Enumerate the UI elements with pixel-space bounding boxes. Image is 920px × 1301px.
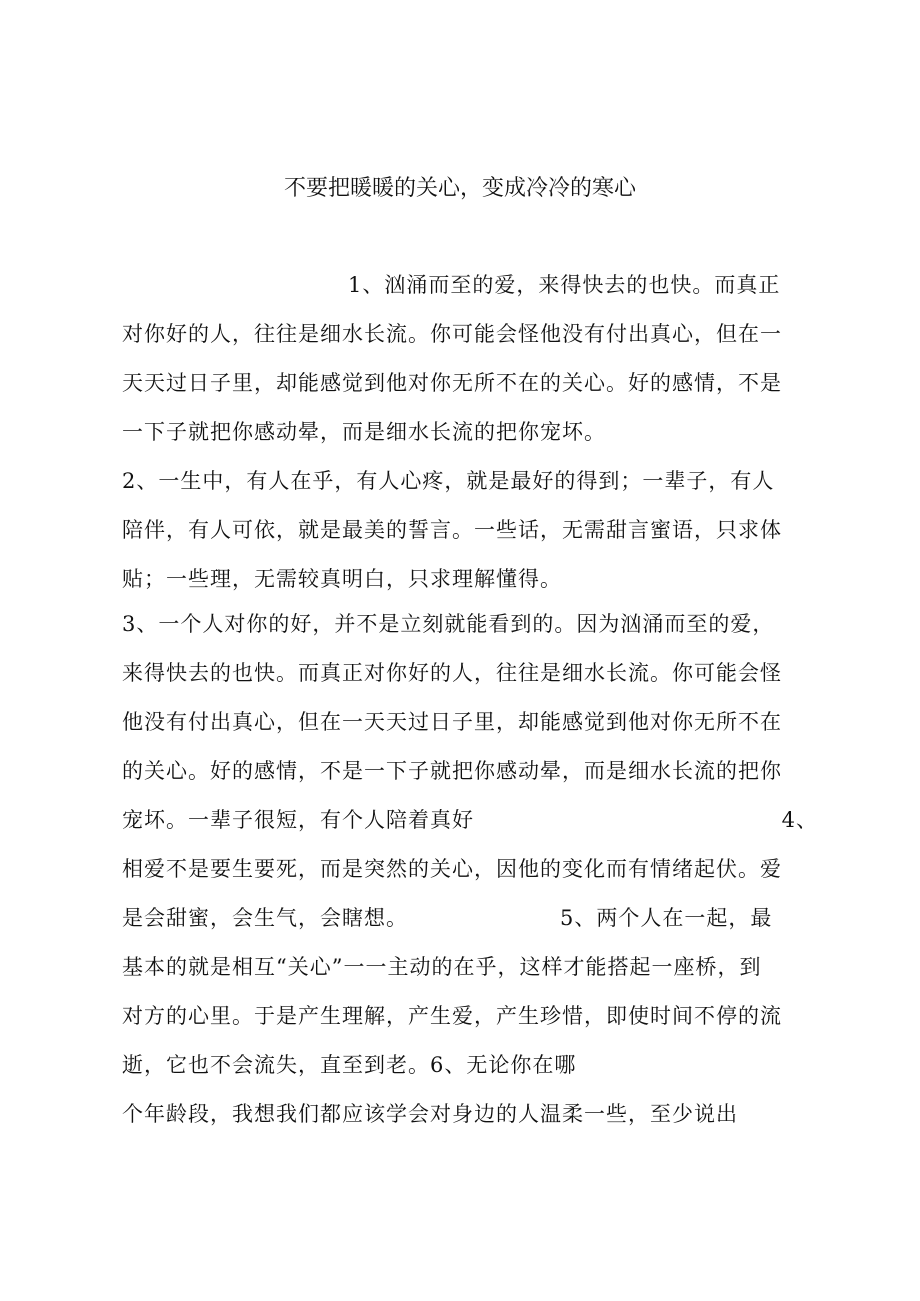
text-segment: 是会甜蜜，会生气，会瞎想。: [122, 906, 408, 930]
text-line: 的关心。好的感情，不是一下子就把你感动晕，而是细水长流的把你: [122, 759, 782, 783]
paragraph-1: [122, 261, 818, 457]
text-line: 1、汹涌而至的爱，来得快去的也快。而真正: [348, 273, 781, 297]
text-line: 他没有付出真心，但在一天天过日子里，却能感觉到他对你无所不在: [122, 710, 782, 734]
text-line: 陪伴，有人可依，就是最美的誓言。一些话，无需甜言蜜语，只求体: [122, 518, 782, 542]
text-line: 对你好的人，往往是细水长流。你可能会怪他没有付出真心，但在一: [122, 322, 782, 346]
paragraph-final: [122, 1090, 818, 1139]
text-line: 逝，它也不会流失，直至到老。6、无论你在哪: [122, 1053, 577, 1077]
text-line: 个年龄段，我想我们都应该学会对身边的人温柔一些，至少说出: [122, 1102, 738, 1126]
text-line: 一下子就把你感动晕，而是细水长流的把你宠坏。: [122, 420, 606, 444]
text-line: 来得快去的也快。而真正对你好的人，往往是细水长流。你可能会怪: [122, 661, 782, 685]
text-line-split: [122, 894, 818, 943]
text-line: 2、一生中，有人在乎，有人心疼，就是最好的得到；一辈子，有人: [122, 469, 775, 493]
paragraph-2: [122, 457, 818, 604]
text-segment: 4、: [781, 808, 818, 832]
document-title: 不要把暖暖的关心，变成冷冷的寒心: [283, 176, 636, 201]
text-segment: 5、两个人在一起，最: [560, 906, 773, 930]
text-line: 3、一个人对你的好，并不是立刻就能看到的。因为汹涌而至的爱，: [122, 612, 775, 636]
text-line: 天天过日子里，却能感觉到他对你无所不在的关心。好的感情，不是: [122, 371, 782, 395]
paragraph-3: [122, 600, 818, 1090]
text-line-split: [122, 796, 818, 845]
text-line: 贴；一些理，无需较真明白，只求理解懂得。: [122, 567, 562, 591]
text-line: 基本的就是相互“关心”一一主动的在乎，这样才能搭起一座桥，到: [122, 955, 762, 979]
text-line: 对方的心里。于是产生理解，产生爱，产生珍惜，即使时间不停的流: [122, 1004, 782, 1028]
text-line: 相爱不是要生要死，而是突然的关心，因他的变化而有情绪起伏。爱: [122, 857, 782, 881]
text-segment: 宠坏。一辈子很短，有个人陪着真好: [122, 808, 474, 832]
